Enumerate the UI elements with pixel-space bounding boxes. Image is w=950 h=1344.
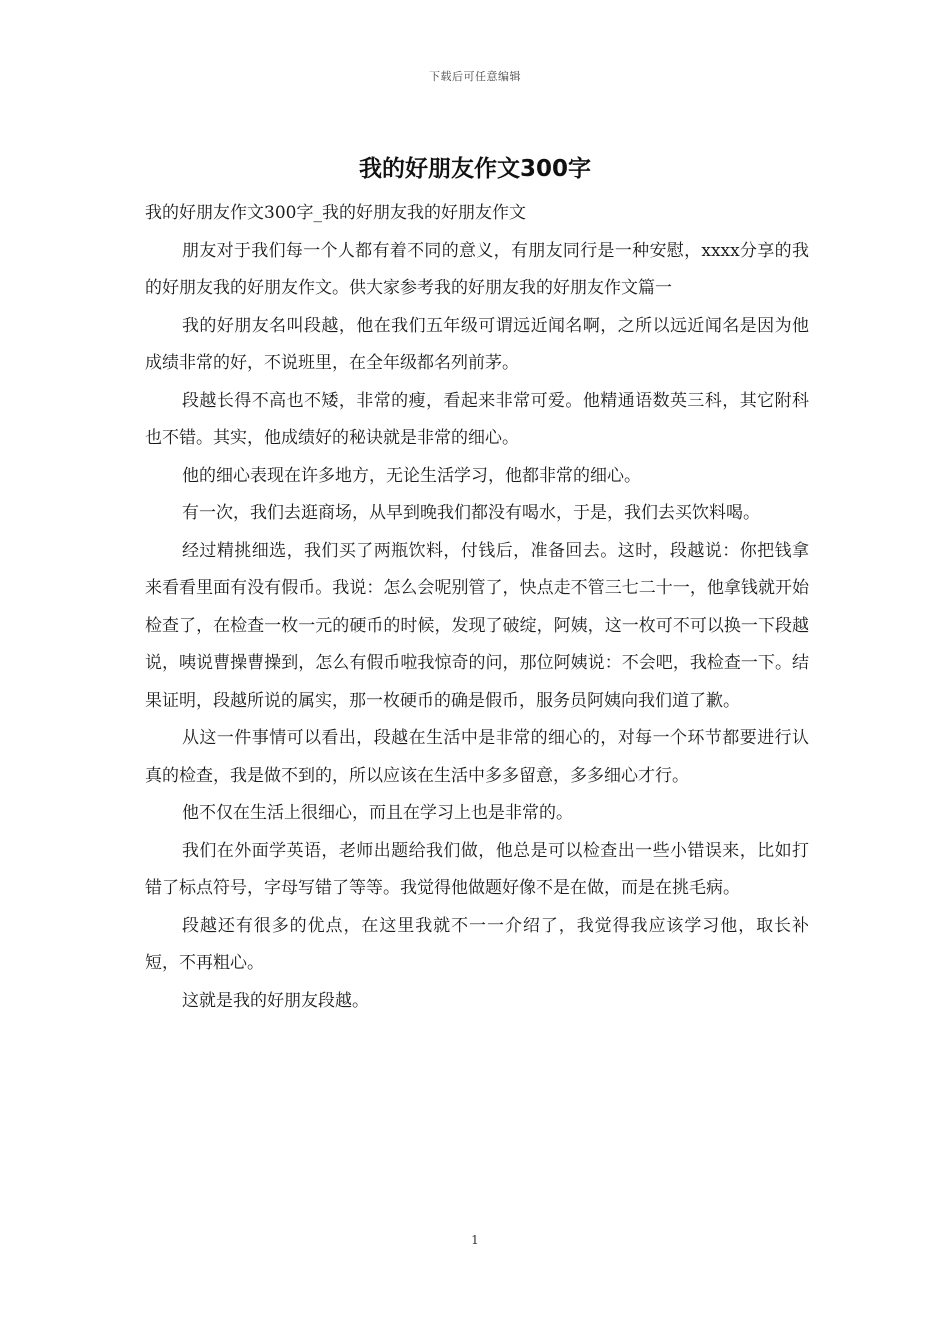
document-title: 我的好朋友作文300字 [358, 156, 591, 182]
paragraph: 我们在外面学英语，老师出题给我们做，他总是可以检查出一些小错误来，比如打错了标点符号，字母写错了等等。我觉得他做题好像不是在做，而是在挑毛病。 [145, 840, 809, 898]
paragraph: 这就是我的好朋友段越。 [182, 990, 369, 1011]
document-body [145, 195, 809, 1020]
page-number: 1 [471, 1233, 479, 1247]
paragraph: 朋友对于我们每一个人都有着不同的意义，有朋友同行是一种安慰，xxxx分享的我的好朋友我的好朋友作文。供大家参考我的好朋友我的好朋友作文篇一 [145, 240, 809, 298]
paragraph: 我的好朋友名叫段越，他在我们五年级可谓远近闻名啊，之所以远近闻名是因为他成绩非常的好，不说班里，在全年级都名列前茅。 [145, 315, 809, 373]
paragraph: 段越长得不高也不矮，非常的瘦，看起来非常可爱。他精通语数英三科，其它附科也不错。其实，他成绩好的秘诀就是非常的细心。 [145, 390, 809, 448]
paragraph: 有一次，我们去逛商场，从早到晚我们都没有喝水，于是，我们去买饮料喝。 [182, 503, 760, 523]
paragraph: 他不仅在生活上很细心，而且在学习上也是非常的。 [182, 803, 573, 823]
document-subtitle: 我的好朋友作文300字_我的好朋友我的好朋友作文 [145, 203, 526, 223]
paragraph: 他的细心表现在许多地方，无论生活学习，他都非常的细心。 [182, 465, 641, 486]
paragraph: 经过精挑细选，我们买了两瓶饮料，付钱后，准备回去。这时，段越说：你把钱拿来看看里面有没有假币。我说：怎么会呢别管了，快点走不管三七二十一，他拿钱就开始检查了，在检查一枚一元的硬币的时候，发现了破绽，阿姨，这一枚可不可以换一下段越说，咦说曹操曹操到，怎么有假币啦我惊奇的问，那位阿姨说：不会吧，我检查一下。结果证明，段越所说的属实，那一枚硬币的确是假币，服务员阿姨向我们道了歉。 [145, 540, 809, 711]
paragraph: 从这一件事情可以看出，段越在生活中是非常的细心的，对每一个环节都要进行认真的检查，我是做不到的，所以应该在生活中多多留意，多多细心才行。 [145, 728, 809, 786]
header-note: 下载后可任意编辑 [429, 70, 521, 83]
paragraph: 段越还有很多的优点，在这里我就不一一介绍了，我觉得我应该学习他，取长补短，不再粗心。 [145, 915, 809, 973]
